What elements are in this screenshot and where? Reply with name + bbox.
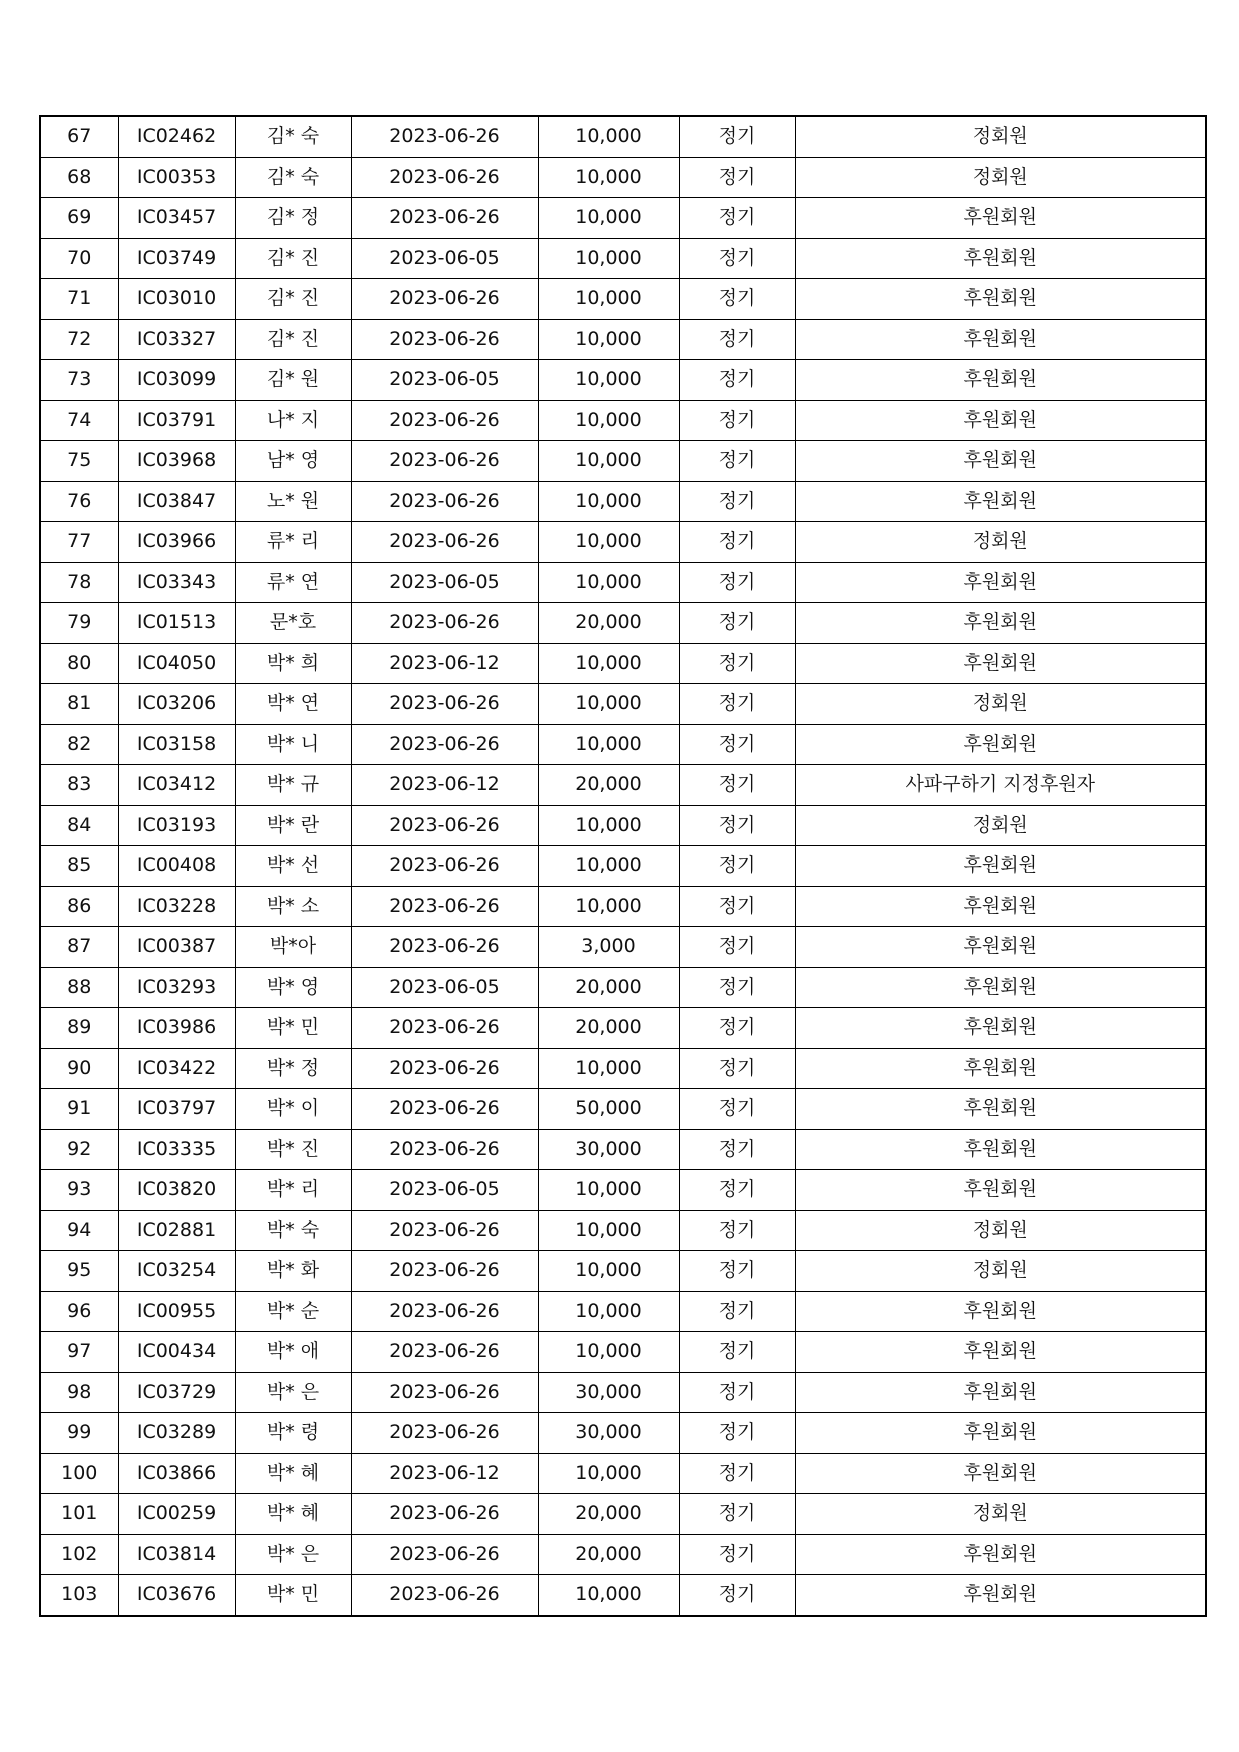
cell-date: 2023-06-26: [351, 603, 538, 644]
table-row: [40, 643, 1206, 684]
cell-date: 2023-06-26: [351, 157, 538, 198]
cell-date: 2023-06-26: [351, 1089, 538, 1130]
cell-member-category: 후원회원: [795, 643, 1206, 684]
cell-date: 2023-06-05: [351, 360, 538, 401]
cell-member-category: 후원회원: [795, 360, 1206, 401]
cell-donation-type: 정기: [679, 522, 795, 563]
cell-member-id: IC02462: [118, 116, 235, 157]
cell-donation-type: 정기: [679, 1453, 795, 1494]
cell-row-number: 95: [40, 1251, 118, 1292]
table-row: [40, 116, 1206, 157]
cell-amount: 10,000: [538, 1291, 679, 1332]
table-row: [40, 1251, 1206, 1292]
cell-amount: 10,000: [538, 805, 679, 846]
cell-amount: 10,000: [538, 886, 679, 927]
cell-date: 2023-06-12: [351, 765, 538, 806]
table-row: [40, 967, 1206, 1008]
cell-row-number: 102: [40, 1534, 118, 1575]
cell-date: 2023-06-26: [351, 886, 538, 927]
table-row: [40, 1008, 1206, 1049]
cell-donation-type: 정기: [679, 1170, 795, 1211]
cell-donation-type: 정기: [679, 319, 795, 360]
cell-donor-name: 박* 혜: [235, 1494, 351, 1535]
cell-member-category: 사파구하기 지정후원자: [795, 765, 1206, 806]
cell-date: 2023-06-26: [351, 846, 538, 887]
cell-donation-type: 정기: [679, 1008, 795, 1049]
cell-donor-name: 박* 영: [235, 967, 351, 1008]
table-row: [40, 1210, 1206, 1251]
cell-donation-type: 정기: [679, 1089, 795, 1130]
cell-member-category: 후원회원: [795, 198, 1206, 239]
cell-row-number: 92: [40, 1129, 118, 1170]
table-row: [40, 1291, 1206, 1332]
cell-member-id: IC02881: [118, 1210, 235, 1251]
cell-donation-type: 정기: [679, 724, 795, 765]
cell-member-id: IC03228: [118, 886, 235, 927]
cell-date: 2023-06-05: [351, 562, 538, 603]
table-row: [40, 522, 1206, 563]
cell-row-number: 88: [40, 967, 118, 1008]
cell-amount: 10,000: [538, 724, 679, 765]
cell-member-category: 후원회원: [795, 1575, 1206, 1616]
table-row: [40, 1453, 1206, 1494]
cell-donation-type: 정기: [679, 684, 795, 725]
cell-row-number: 71: [40, 279, 118, 320]
table-body: [40, 116, 1206, 1616]
cell-donation-type: 정기: [679, 1210, 795, 1251]
cell-member-category: 정회원: [795, 1210, 1206, 1251]
cell-member-id: IC03847: [118, 481, 235, 522]
table-row: [40, 805, 1206, 846]
cell-donation-type: 정기: [679, 1048, 795, 1089]
cell-donor-name: 박* 민: [235, 1008, 351, 1049]
cell-date: 2023-06-26: [351, 1494, 538, 1535]
cell-row-number: 82: [40, 724, 118, 765]
cell-row-number: 87: [40, 927, 118, 968]
cell-member-category: 정회원: [795, 116, 1206, 157]
table-row: [40, 603, 1206, 644]
cell-member-id: IC03749: [118, 238, 235, 279]
cell-donor-name: 박* 애: [235, 1332, 351, 1373]
cell-donation-type: 정기: [679, 886, 795, 927]
cell-member-category: 후원회원: [795, 562, 1206, 603]
donation-table: [39, 115, 1207, 1617]
cell-donation-type: 정기: [679, 562, 795, 603]
cell-donor-name: 박* 은: [235, 1372, 351, 1413]
cell-member-category: 정회원: [795, 1251, 1206, 1292]
cell-member-category: 후원회원: [795, 886, 1206, 927]
cell-row-number: 96: [40, 1291, 118, 1332]
table-row: [40, 846, 1206, 887]
cell-member-id: IC03814: [118, 1534, 235, 1575]
cell-member-id: IC03966: [118, 522, 235, 563]
cell-donor-name: 박* 정: [235, 1048, 351, 1089]
cell-donation-type: 정기: [679, 1494, 795, 1535]
cell-member-id: IC03289: [118, 1413, 235, 1454]
cell-member-id: IC00353: [118, 157, 235, 198]
cell-member-id: IC03010: [118, 279, 235, 320]
cell-donor-name: 김* 숙: [235, 116, 351, 157]
cell-member-category: 후원회원: [795, 967, 1206, 1008]
cell-member-category: 후원회원: [795, 846, 1206, 887]
cell-date: 2023-06-26: [351, 1291, 538, 1332]
cell-amount: 10,000: [538, 643, 679, 684]
cell-amount: 30,000: [538, 1413, 679, 1454]
cell-row-number: 97: [40, 1332, 118, 1373]
cell-date: 2023-06-26: [351, 1413, 538, 1454]
cell-amount: 10,000: [538, 238, 679, 279]
cell-member-id: IC03193: [118, 805, 235, 846]
cell-member-category: 정회원: [795, 684, 1206, 725]
cell-donation-type: 정기: [679, 441, 795, 482]
cell-row-number: 86: [40, 886, 118, 927]
cell-donation-type: 정기: [679, 481, 795, 522]
cell-donation-type: 정기: [679, 643, 795, 684]
cell-amount: 10,000: [538, 1575, 679, 1616]
cell-member-id: IC03791: [118, 400, 235, 441]
table-row: [40, 1089, 1206, 1130]
cell-amount: 20,000: [538, 1008, 679, 1049]
cell-row-number: 103: [40, 1575, 118, 1616]
cell-date: 2023-06-12: [351, 643, 538, 684]
cell-donor-name: 박* 화: [235, 1251, 351, 1292]
cell-donor-name: 박* 란: [235, 805, 351, 846]
cell-donation-type: 정기: [679, 1332, 795, 1373]
cell-row-number: 69: [40, 198, 118, 239]
cell-row-number: 94: [40, 1210, 118, 1251]
cell-amount: 10,000: [538, 1048, 679, 1089]
cell-member-id: IC03343: [118, 562, 235, 603]
cell-date: 2023-06-26: [351, 198, 538, 239]
cell-row-number: 90: [40, 1048, 118, 1089]
cell-row-number: 91: [40, 1089, 118, 1130]
cell-date: 2023-06-26: [351, 1575, 538, 1616]
cell-member-category: 후원회원: [795, 1534, 1206, 1575]
cell-member-id: IC03422: [118, 1048, 235, 1089]
cell-amount: 3,000: [538, 927, 679, 968]
cell-donation-type: 정기: [679, 1413, 795, 1454]
cell-row-number: 98: [40, 1372, 118, 1413]
cell-member-category: 후원회원: [795, 400, 1206, 441]
cell-donor-name: 박* 민: [235, 1575, 351, 1616]
cell-date: 2023-06-26: [351, 1534, 538, 1575]
table-row: [40, 562, 1206, 603]
cell-amount: 10,000: [538, 684, 679, 725]
cell-donor-name: 류* 리: [235, 522, 351, 563]
cell-donation-type: 정기: [679, 360, 795, 401]
cell-date: 2023-06-26: [351, 522, 538, 563]
cell-member-id: IC03457: [118, 198, 235, 239]
cell-donation-type: 정기: [679, 157, 795, 198]
cell-amount: 50,000: [538, 1089, 679, 1130]
cell-date: 2023-06-26: [351, 1008, 538, 1049]
cell-member-category: 후원회원: [795, 1089, 1206, 1130]
table-row: [40, 1534, 1206, 1575]
cell-member-id: IC03986: [118, 1008, 235, 1049]
cell-member-id: IC03158: [118, 724, 235, 765]
cell-amount: 10,000: [538, 1210, 679, 1251]
cell-donation-type: 정기: [679, 198, 795, 239]
cell-row-number: 83: [40, 765, 118, 806]
cell-date: 2023-06-26: [351, 116, 538, 157]
cell-donor-name: 박* 은: [235, 1534, 351, 1575]
cell-date: 2023-06-05: [351, 967, 538, 1008]
cell-row-number: 72: [40, 319, 118, 360]
cell-amount: 20,000: [538, 765, 679, 806]
cell-donor-name: 박* 선: [235, 846, 351, 887]
cell-member-category: 후원회원: [795, 481, 1206, 522]
cell-donation-type: 정기: [679, 1372, 795, 1413]
cell-row-number: 79: [40, 603, 118, 644]
table-row: [40, 886, 1206, 927]
cell-member-category: 후원회원: [795, 1291, 1206, 1332]
cell-member-category: 정회원: [795, 157, 1206, 198]
cell-amount: 20,000: [538, 967, 679, 1008]
cell-member-id: IC01513: [118, 603, 235, 644]
cell-date: 2023-06-26: [351, 319, 538, 360]
cell-donation-type: 정기: [679, 1534, 795, 1575]
cell-amount: 10,000: [538, 319, 679, 360]
cell-donor-name: 박* 숙: [235, 1210, 351, 1251]
table-row: [40, 684, 1206, 725]
cell-date: 2023-06-26: [351, 400, 538, 441]
cell-member-id: IC03254: [118, 1251, 235, 1292]
cell-row-number: 77: [40, 522, 118, 563]
cell-member-id: IC03729: [118, 1372, 235, 1413]
table-row: [40, 441, 1206, 482]
table-row: [40, 1048, 1206, 1089]
table-row: [40, 360, 1206, 401]
cell-donation-type: 정기: [679, 805, 795, 846]
cell-donation-type: 정기: [679, 1129, 795, 1170]
cell-date: 2023-06-05: [351, 238, 538, 279]
cell-member-id: IC03412: [118, 765, 235, 806]
cell-member-category: 정회원: [795, 522, 1206, 563]
cell-donation-type: 정기: [679, 1575, 795, 1616]
cell-row-number: 93: [40, 1170, 118, 1211]
cell-row-number: 70: [40, 238, 118, 279]
cell-member-category: 후원회원: [795, 1008, 1206, 1049]
cell-date: 2023-06-26: [351, 481, 538, 522]
cell-date: 2023-06-26: [351, 441, 538, 482]
cell-date: 2023-06-26: [351, 279, 538, 320]
cell-member-category: 후원회원: [795, 927, 1206, 968]
table-row: [40, 1575, 1206, 1616]
cell-date: 2023-06-26: [351, 1372, 538, 1413]
cell-donor-name: 김* 숙: [235, 157, 351, 198]
cell-donor-name: 박* 순: [235, 1291, 351, 1332]
cell-member-id: IC00955: [118, 1291, 235, 1332]
cell-date: 2023-06-26: [351, 684, 538, 725]
cell-donor-name: 박* 소: [235, 886, 351, 927]
cell-date: 2023-06-26: [351, 805, 538, 846]
cell-member-id: IC03676: [118, 1575, 235, 1616]
cell-member-category: 후원회원: [795, 1453, 1206, 1494]
cell-row-number: 74: [40, 400, 118, 441]
cell-member-category: 후원회원: [795, 1332, 1206, 1373]
cell-member-id: IC00259: [118, 1494, 235, 1535]
cell-row-number: 85: [40, 846, 118, 887]
cell-amount: 20,000: [538, 1494, 679, 1535]
cell-donor-name: 나* 지: [235, 400, 351, 441]
cell-amount: 20,000: [538, 603, 679, 644]
cell-donation-type: 정기: [679, 238, 795, 279]
cell-amount: 10,000: [538, 1453, 679, 1494]
cell-member-category: 후원회원: [795, 1129, 1206, 1170]
cell-row-number: 99: [40, 1413, 118, 1454]
cell-row-number: 76: [40, 481, 118, 522]
cell-donor-name: 박* 리: [235, 1170, 351, 1211]
table-row: [40, 765, 1206, 806]
cell-member-id: IC03335: [118, 1129, 235, 1170]
cell-member-category: 후원회원: [795, 279, 1206, 320]
cell-date: 2023-06-26: [351, 1251, 538, 1292]
cell-member-category: 정회원: [795, 1494, 1206, 1535]
cell-amount: 10,000: [538, 1170, 679, 1211]
cell-row-number: 78: [40, 562, 118, 603]
cell-donor-name: 김* 진: [235, 319, 351, 360]
cell-member-category: 후원회원: [795, 319, 1206, 360]
cell-amount: 20,000: [538, 1534, 679, 1575]
cell-member-id: IC03797: [118, 1089, 235, 1130]
cell-member-category: 후원회원: [795, 238, 1206, 279]
cell-donor-name: 노* 원: [235, 481, 351, 522]
cell-donation-type: 정기: [679, 603, 795, 644]
cell-donation-type: 정기: [679, 279, 795, 320]
cell-donor-name: 박* 연: [235, 684, 351, 725]
cell-row-number: 84: [40, 805, 118, 846]
cell-donor-name: 박* 령: [235, 1413, 351, 1454]
cell-donation-type: 정기: [679, 967, 795, 1008]
cell-donor-name: 박* 진: [235, 1129, 351, 1170]
cell-member-category: 후원회원: [795, 603, 1206, 644]
cell-amount: 10,000: [538, 846, 679, 887]
table-row: [40, 157, 1206, 198]
cell-amount: 10,000: [538, 562, 679, 603]
cell-date: 2023-06-26: [351, 1210, 538, 1251]
cell-amount: 10,000: [538, 198, 679, 239]
cell-member-category: 후원회원: [795, 441, 1206, 482]
cell-member-id: IC03968: [118, 441, 235, 482]
table-row: [40, 1332, 1206, 1373]
table-row: [40, 1494, 1206, 1535]
cell-member-id: IC00408: [118, 846, 235, 887]
cell-row-number: 100: [40, 1453, 118, 1494]
cell-amount: 10,000: [538, 1251, 679, 1292]
cell-row-number: 73: [40, 360, 118, 401]
cell-date: 2023-06-05: [351, 1170, 538, 1211]
table-row: [40, 1372, 1206, 1413]
cell-member-category: 후원회원: [795, 1413, 1206, 1454]
cell-amount: 10,000: [538, 360, 679, 401]
table-row: [40, 1413, 1206, 1454]
cell-amount: 10,000: [538, 441, 679, 482]
cell-donor-name: 박* 니: [235, 724, 351, 765]
table-row: [40, 400, 1206, 441]
cell-amount: 10,000: [538, 400, 679, 441]
cell-donor-name: 김* 정: [235, 198, 351, 239]
cell-row-number: 68: [40, 157, 118, 198]
cell-donation-type: 정기: [679, 400, 795, 441]
cell-donor-name: 문*호: [235, 603, 351, 644]
cell-member-id: IC03293: [118, 967, 235, 1008]
cell-member-id: IC03099: [118, 360, 235, 401]
cell-member-category: 정회원: [795, 805, 1206, 846]
cell-member-id: IC00387: [118, 927, 235, 968]
cell-donor-name: 박*아: [235, 927, 351, 968]
cell-donation-type: 정기: [679, 116, 795, 157]
cell-row-number: 67: [40, 116, 118, 157]
cell-amount: 10,000: [538, 481, 679, 522]
cell-amount: 10,000: [538, 157, 679, 198]
cell-date: 2023-06-26: [351, 927, 538, 968]
table-row: [40, 198, 1206, 239]
cell-donation-type: 정기: [679, 927, 795, 968]
cell-amount: 10,000: [538, 1332, 679, 1373]
cell-amount: 30,000: [538, 1129, 679, 1170]
table-row: [40, 724, 1206, 765]
cell-member-category: 후원회원: [795, 1170, 1206, 1211]
cell-amount: 10,000: [538, 522, 679, 563]
table-row: [40, 481, 1206, 522]
table-row: [40, 1170, 1206, 1211]
cell-date: 2023-06-12: [351, 1453, 538, 1494]
cell-donation-type: 정기: [679, 846, 795, 887]
cell-member-id: IC03327: [118, 319, 235, 360]
cell-member-id: IC04050: [118, 643, 235, 684]
cell-donor-name: 김* 진: [235, 238, 351, 279]
cell-donation-type: 정기: [679, 765, 795, 806]
table-row: [40, 319, 1206, 360]
cell-member-id: IC03866: [118, 1453, 235, 1494]
cell-member-id: IC03820: [118, 1170, 235, 1211]
cell-donor-name: 박* 이: [235, 1089, 351, 1130]
cell-donor-name: 박* 희: [235, 643, 351, 684]
cell-row-number: 101: [40, 1494, 118, 1535]
cell-row-number: 81: [40, 684, 118, 725]
cell-member-category: 후원회원: [795, 1372, 1206, 1413]
table-row: [40, 279, 1206, 320]
cell-date: 2023-06-26: [351, 1129, 538, 1170]
cell-date: 2023-06-26: [351, 1332, 538, 1373]
cell-donor-name: 박* 혜: [235, 1453, 351, 1494]
cell-amount: 10,000: [538, 279, 679, 320]
cell-donation-type: 정기: [679, 1251, 795, 1292]
cell-member-id: IC00434: [118, 1332, 235, 1373]
cell-amount: 10,000: [538, 116, 679, 157]
cell-member-category: 후원회원: [795, 724, 1206, 765]
cell-date: 2023-06-26: [351, 1048, 538, 1089]
cell-donor-name: 박* 규: [235, 765, 351, 806]
cell-donor-name: 김* 원: [235, 360, 351, 401]
cell-amount: 30,000: [538, 1372, 679, 1413]
cell-row-number: 89: [40, 1008, 118, 1049]
cell-donor-name: 남* 영: [235, 441, 351, 482]
cell-member-category: 후원회원: [795, 1048, 1206, 1089]
cell-date: 2023-06-26: [351, 724, 538, 765]
table-row: [40, 927, 1206, 968]
table-row: [40, 238, 1206, 279]
cell-member-id: IC03206: [118, 684, 235, 725]
cell-donor-name: 류* 연: [235, 562, 351, 603]
cell-row-number: 80: [40, 643, 118, 684]
table-row: [40, 1129, 1206, 1170]
cell-donation-type: 정기: [679, 1291, 795, 1332]
cell-donor-name: 김* 진: [235, 279, 351, 320]
cell-row-number: 75: [40, 441, 118, 482]
